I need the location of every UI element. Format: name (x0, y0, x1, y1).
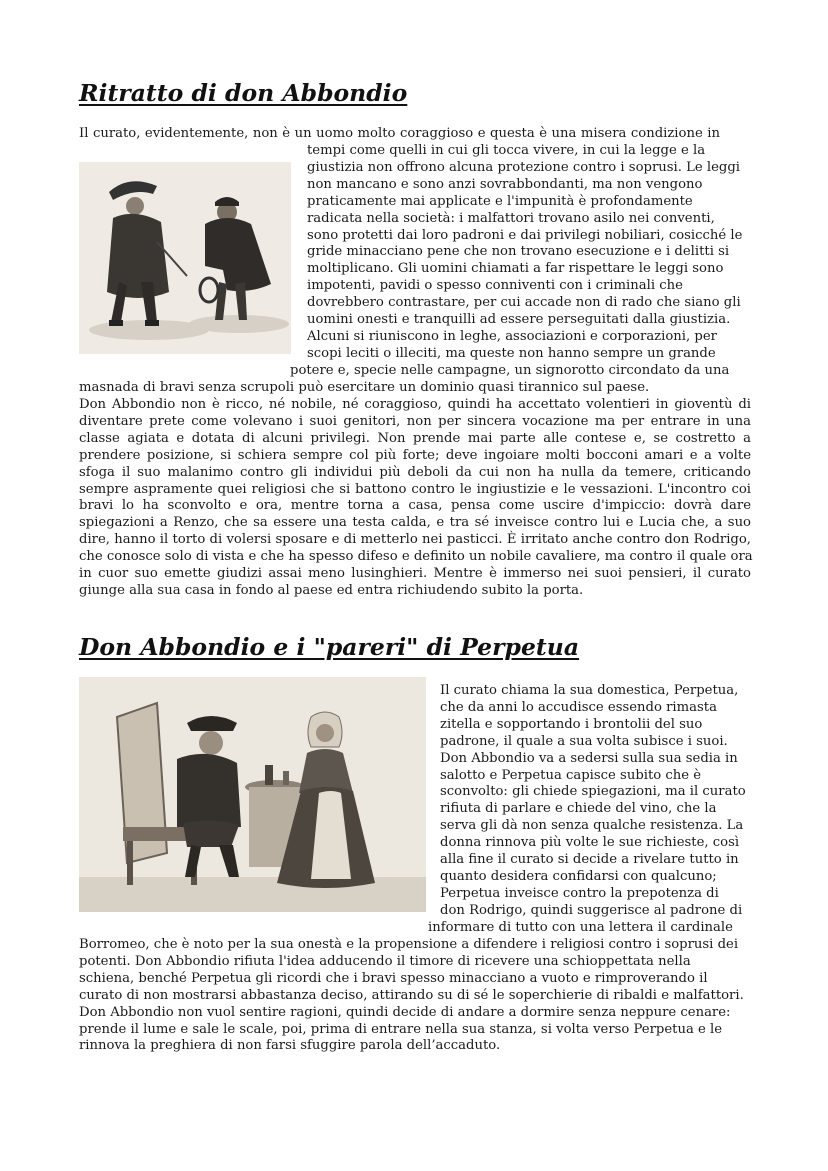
text-line: salotto e Perpetua capisce subito che è (440, 767, 702, 783)
text-line: curato di non mostrarsi abbastanza deciso, attirando su di sé le soperchierie di ribaldi e malfattori. (79, 987, 744, 1003)
text-line: classe agiata e dotata di alcuni privilegi. Non prende mai parte alle contese e, se costretto a (79, 430, 751, 446)
text-line: Borromeo, che è noto per la sua onestà e la propensione a difendere i religiosi contro i soprusi dei (79, 937, 739, 952)
text-line: serva gli dà non senza qualche resistenza. La (440, 818, 744, 834)
text-line: don Rodrigo, quindi suggerisce al padrone di (440, 902, 743, 918)
paragraph-3-wrap (440, 683, 746, 920)
illustration-abbondio-and-perpetua (79, 677, 426, 912)
text-line: che conosce solo di vista e che ha spesso difeso e definito un nobile cavaliere, ma contro il quale ora (79, 549, 753, 565)
text-line: diventare prete come volevano i suoi genitori, non per sincera vocazione ma per entrare in una (79, 413, 751, 429)
text-line: gride minacciano pene che non trovano esecuzione e i delitti si (307, 244, 730, 260)
text-line: Il curato, evidentemente, non è un uomo molto coraggioso e questa è una misera condizione in (79, 126, 720, 141)
text-line: sono protetti dai loro padroni e dai privilegi nobiliari, cosicché le (307, 227, 743, 243)
section-title-pareri: Don Abbondio e i "pareri" di Perpetua (79, 633, 580, 661)
text-line: Don Abbondio non vuol sentire ragioni, quindi decide di andare a dormire senza neppure cenare: (79, 1004, 731, 1020)
text-line: prendere posizione, si schiera sempre col più forte; deve ingoiare molti bocconi amari e a volte (79, 447, 751, 463)
text-line: moltiplicano. Gli uomini chiamati a far rispettare le leggi sono (307, 261, 724, 277)
text-line: quanto desidera confidarsi con qualcuno; (440, 868, 717, 884)
text-line: tempi come quelli in cui gli tocca vivere, in cui la legge e la (307, 143, 706, 158)
text-line: in cuor suo emette giudizi assai meno lusinghieri. Mentre è immerso nei suoi pensieri, il curato (79, 566, 751, 582)
text-line: rifiuta di parlare e chiede del vino, che la (440, 801, 717, 817)
text-line: giunge alla sua casa in fondo al paese ed entra richiudendo subito la porta. (79, 582, 584, 598)
text-line: uomini onesti e tranquilli ad essere perseguitati dalla giustizia. (307, 312, 731, 328)
text-line: schiena, benché Perpetua gli ricordi che i bravi spesso minacciano a vuoto e rimproverando il (79, 970, 708, 986)
text-line: zitella e sopportando i brontolii del suo (440, 716, 703, 732)
text-line: praticamente mai applicate e l'impunità è profondamente (307, 193, 693, 209)
text-line: masnada di bravi senza scrupoli può esercitare un dominio quasi tirannico sul paese. (79, 380, 650, 395)
text-line: radicata nella società: i malfattori trovano asilo nei conventi, (307, 210, 715, 226)
text-line: scopi leciti o illeciti, ma queste non hanno sempre un grande (307, 345, 716, 361)
text-line: dovrebbero contrastare, per cui accade non di rado che siano gli (307, 295, 741, 311)
text-line: Alcuni si riuniscono in leghe, associazioni e corporazioni, per (307, 328, 717, 344)
paragraph-1-end (79, 380, 649, 397)
paragraph-1 (79, 126, 753, 143)
paragraph-1-wrap (307, 143, 753, 363)
text-line: sfoga il suo malanimo contro gli individui più deboli da cui non ha nulla da temere, criticando (79, 464, 751, 480)
text-line: Il curato chiama la sua domestica, Perpetua, (440, 683, 739, 698)
text-line: prende il lume e sale le scale, poi, prima di entrare nella sua stanza, si volta verso Perpetua e le (79, 1021, 723, 1037)
text-line: alla fine il curato si decide a rivelare tutto in (440, 852, 739, 868)
text-line: Perpetua inveisce contro la prepotenza di (440, 885, 719, 901)
text-line: sempre aspramente quei religiosi che si battono contro le ingiustizie e le vessazioni. L'incontro coi (79, 481, 751, 497)
text-line: padrone, il quale a sua volta subisce i suoi. (440, 733, 728, 749)
text-line: non mancano e sono anzi sovrabbondanti, ma non vengono (307, 176, 703, 192)
text-line: dire, hanno il torto di volersi sposare e di metterlo nei pasticci. È irritato anche contro don Rodrigo, (79, 532, 751, 548)
text-line: sconvolto: gli chiede spiegazioni, ma il curato (440, 784, 746, 800)
text-line: donna rinnova più volte le sue richieste, così (440, 835, 740, 851)
paragraph-1-wrap-b (290, 363, 729, 380)
text-line: Don Abbondio non è ricco, né nobile, né coraggioso, quindi ha accettato volentieri in gioventù di (79, 397, 751, 412)
text-line: che da anni lo accudisce essendo rimasta (440, 699, 717, 715)
illustration-bravo-and-priest (79, 162, 291, 354)
text-line: impotenti, pavidi o spesso conniventi con i criminali che (307, 278, 683, 294)
text-line: potenti. Don Abbondio rifiuta l'idea adducendo il timore di ricevere una schioppettata nella (79, 953, 691, 969)
text-line: spiegazioni a Renzo, che sa essere una testa calda, e tra sé inveisce contro lui e Lucia che, a suo (79, 515, 751, 531)
paragraph-3-wrap-b (428, 920, 733, 937)
section-title-ritratto: Ritratto di don Abbondio (79, 79, 408, 107)
text-line: potere e, specie nelle campagne, un signorotto circondato da una (290, 363, 730, 378)
text-line: giustizia non offrono alcuna protezione contro i soprusi. Le leggi (307, 159, 740, 175)
text-line: informare di tutto con una lettera il cardinale (428, 920, 733, 935)
text-line: rinnova la preghiera di non farsi sfuggire parola dell’accaduto. (79, 1038, 501, 1054)
paragraph-3 (79, 937, 744, 1055)
text-line: Don Abbondio va a sedersi sulla sua sedia in (440, 750, 738, 766)
text-line: bravi lo ha sconvolto e ora, mentre torna a casa, pensa come uscire d'impiccio: dovrà dare (79, 498, 751, 514)
paragraph-2 (79, 397, 751, 600)
